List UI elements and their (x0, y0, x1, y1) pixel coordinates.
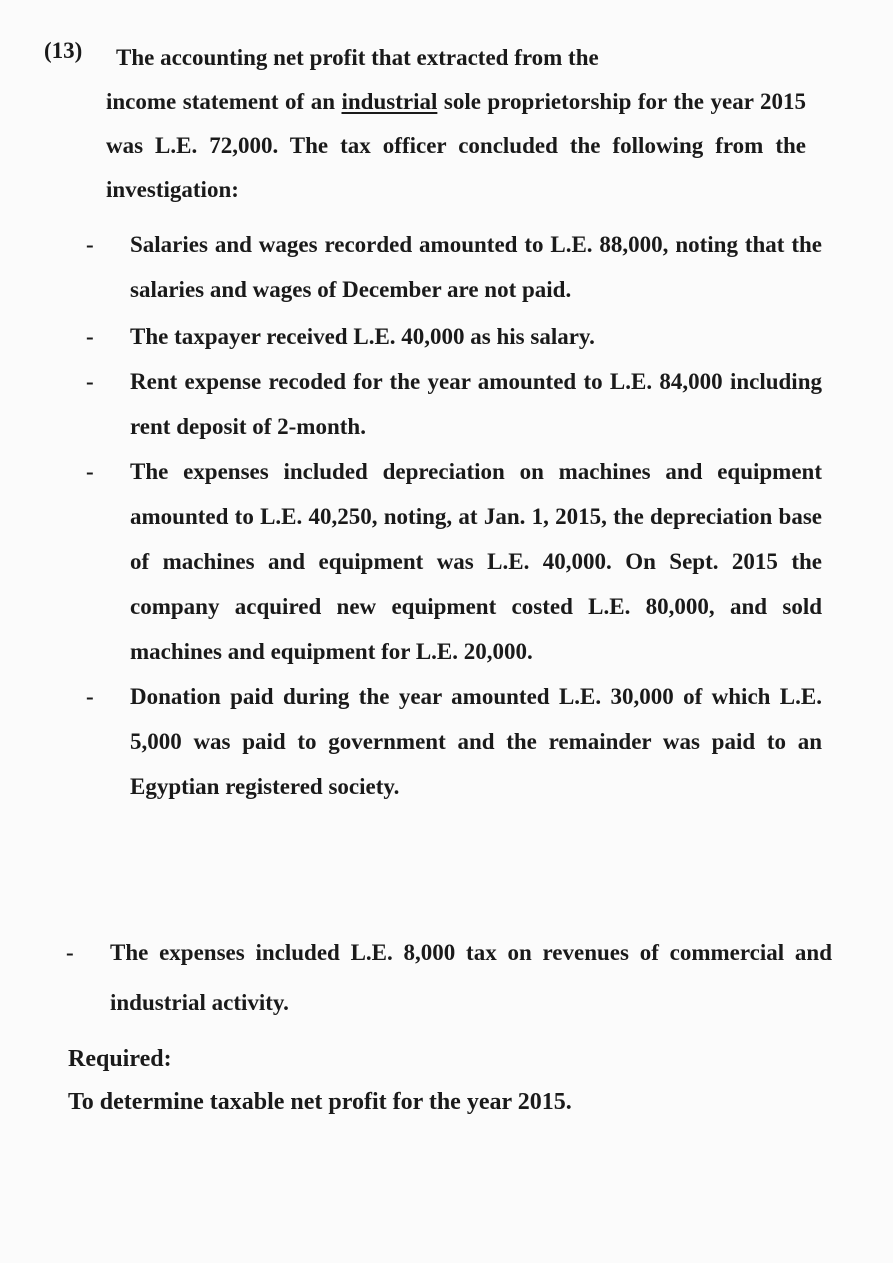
list-item-text: The expenses included depreciation on machines and equipment amounted to L.E. 40,250, noting, at Jan. 1, 2015, the depreciation base of machines and equipment was L.E. 40,000. On Sept. 2015 the company acquired new equipment costed L.E. 80,000, and sold machines and equipment for L.E. 20,000. (130, 459, 822, 664)
list-item (82, 314, 822, 359)
list-item-text: The expenses included L.E. 8,000 tax on revenues of commercial and industrial activity. (110, 940, 832, 1015)
bullet-dash: - (66, 940, 74, 965)
facts-list (82, 222, 822, 809)
question-intro (106, 36, 806, 212)
list-item-text: Salaries and wages recorded amounted to L.E. 88,000, noting that the salaries and wages of December are not paid. (130, 232, 822, 302)
intro-text-after-underline: sole proprietorship for the year 2015 was L.E. 72,000. The tax officer concluded the following from the investigation: (106, 89, 806, 202)
bullet-dash: - (86, 459, 94, 484)
intro-underlined-word: industrial (341, 89, 438, 114)
intro-first-line: The accounting net profit that extracted from the (116, 45, 599, 70)
bullet-dash: - (86, 369, 94, 394)
list-item-text: Donation paid during the year amounted L.E. 30,000 of which L.E. 5,000 was paid to government and the remainder was paid to an Egyptian registered society. (130, 684, 822, 799)
list-item-text: The taxpayer received L.E. 40,000 as his salary. (130, 324, 595, 349)
question-number: (13) (44, 38, 83, 63)
list-item (82, 359, 822, 449)
list-item (82, 674, 822, 809)
required-text: To determine taxable net profit for the year 2015. (68, 1089, 572, 1115)
bullet-dash: - (86, 684, 94, 709)
intro-text-before-underline: income statement of an (106, 89, 342, 114)
bullet-dash: - (86, 324, 94, 349)
bullet-dash: - (86, 232, 94, 257)
list-item (82, 222, 822, 312)
required-heading: Required: (68, 1046, 172, 1072)
list-item (62, 928, 832, 1028)
list-item-text: Rent expense recoded for the year amounted to L.E. 84,000 including rent deposit of 2-month. (130, 369, 822, 439)
list-item (82, 449, 822, 674)
